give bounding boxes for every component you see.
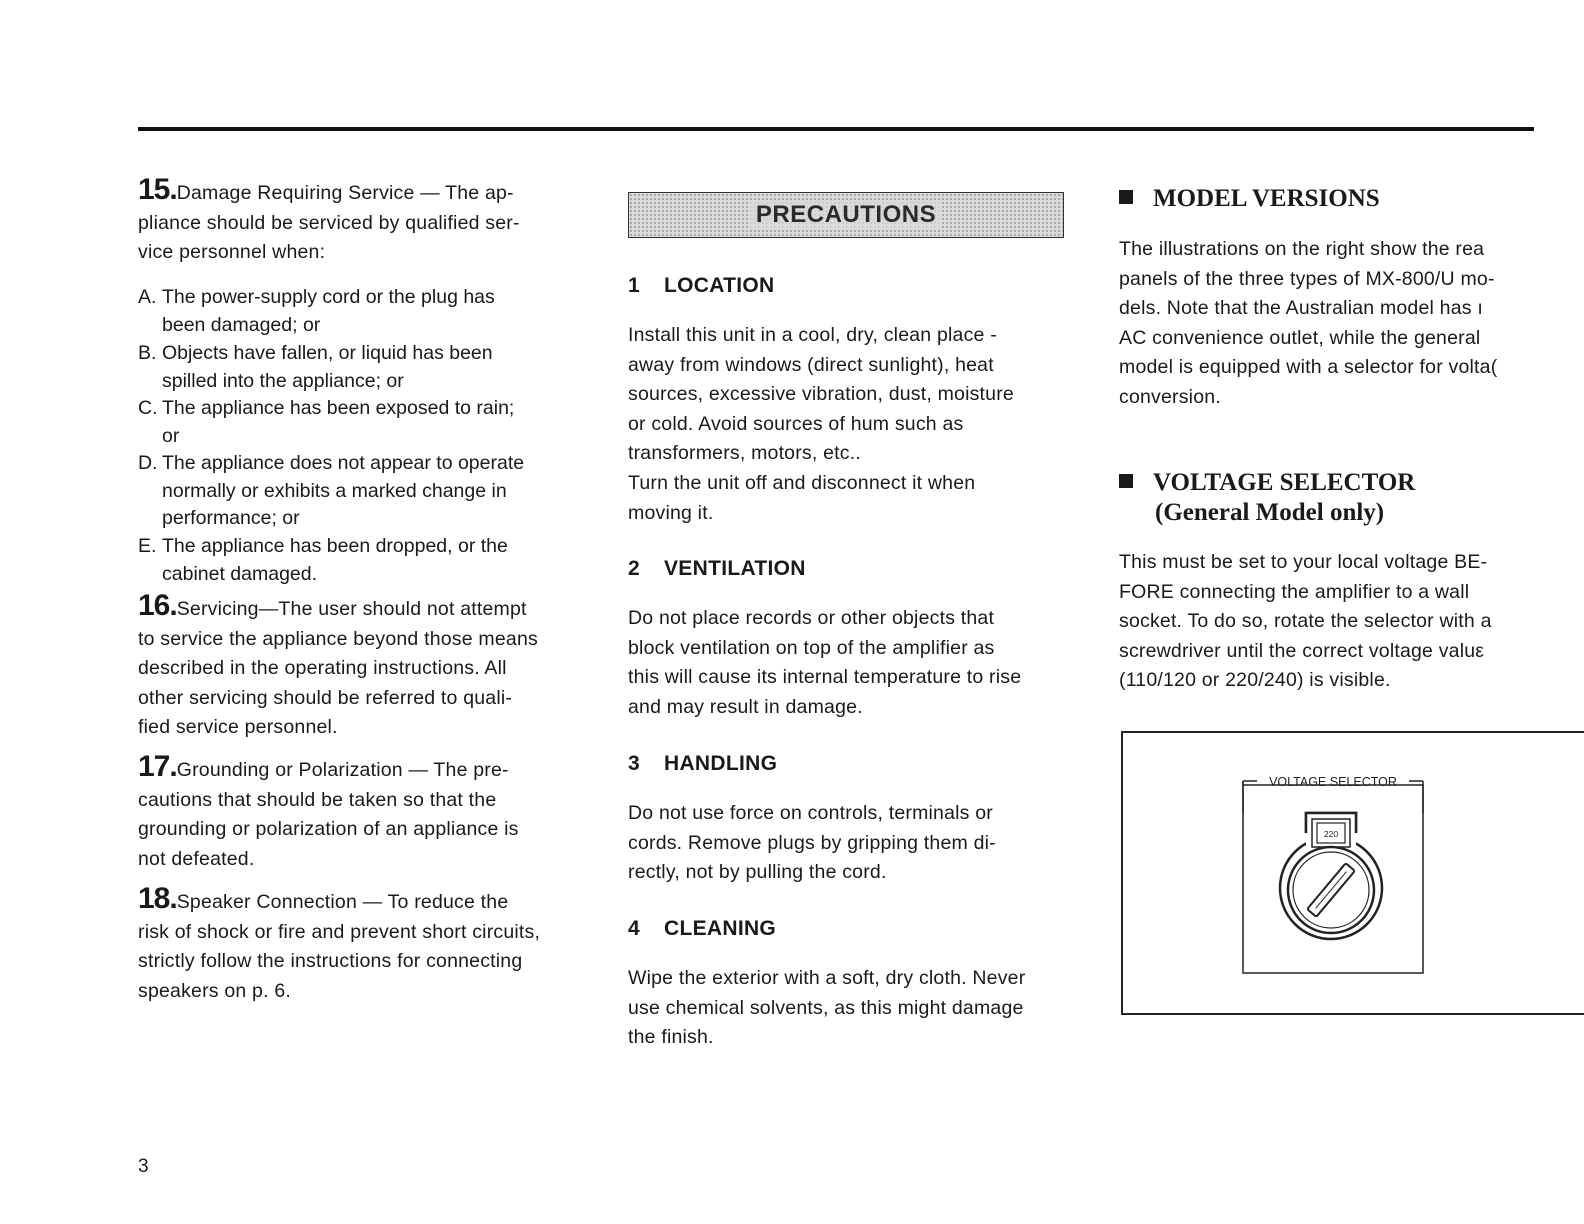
item-15	[138, 175, 578, 268]
item-line: risk of shock or fire and prevent short circuits,	[138, 920, 541, 943]
item-line: cautions that should be taken so that the	[138, 788, 497, 811]
item-number: 18.	[138, 882, 177, 915]
body-line: or cold. Avoid sources of hum such as	[628, 412, 964, 435]
body-line: rectly, not by pulling the cord.	[628, 861, 887, 884]
body-line: block ventilation on top of the amplifier as	[628, 636, 995, 659]
precautions-banner	[628, 192, 1064, 238]
subitem-b	[138, 340, 578, 395]
item-line: strictly follow the instructions for connecting	[138, 950, 523, 973]
body-line: dels. Note that the Australian model has ı	[1119, 297, 1483, 320]
body-line: transformers, motors, etc..	[628, 442, 861, 465]
item-number: 15.	[138, 173, 177, 206]
subitem-line: spilled into the appliance; or	[162, 369, 404, 392]
voltage-window-value: 220	[1323, 829, 1339, 839]
body-line: cords. Remove plugs by gripping them di-	[628, 831, 996, 854]
heading-text: VOLTAGE SELECTOR	[1153, 469, 1416, 496]
section-title: VENTILATION	[664, 557, 806, 580]
section-number: 4	[628, 917, 640, 940]
item-16	[138, 591, 578, 743]
model-versions-heading	[1119, 184, 1380, 214]
body-line: socket. To do so, rotate the selector with a	[1119, 610, 1492, 633]
section-title: CLEANING	[664, 917, 777, 940]
subitem-c	[138, 395, 578, 450]
item-heading: Grounding or Polarization — The pre-	[176, 759, 509, 781]
subitem-line: The appliance does not appear to operate	[162, 452, 525, 474]
body-line: Do not place records or other objects that	[628, 607, 995, 629]
subitem-line: The appliance has been exposed to rain;	[162, 397, 515, 419]
subitem-letter: C.	[138, 397, 158, 419]
item-line: vice personnel when:	[138, 241, 326, 264]
subitem-d	[138, 450, 578, 533]
section-number: 2	[628, 557, 640, 580]
page-number: 3	[138, 1156, 149, 1177]
item-heading: Damage Requiring Service — The ap-	[176, 182, 514, 204]
item-line: grounding or polarization of an appliance is	[138, 818, 519, 841]
item-heading: Servicing—The user should not attempt	[176, 598, 527, 620]
body-line: screwdriver until the correct voltage valuε	[1119, 639, 1485, 662]
body-line: away from windows (direct sunlight), heat	[628, 353, 994, 376]
subitem-line: The appliance has been dropped, or the	[162, 535, 508, 557]
column-right	[1119, 0, 1584, 1224]
model-versions-body	[1119, 235, 1584, 413]
section-body-ventilation	[628, 604, 1068, 722]
body-line: Install this unit in a cool, dry, clean place -	[628, 324, 997, 346]
body-line: model is equipped with a selector for volta(	[1119, 356, 1498, 379]
item-number: 17.	[138, 750, 177, 783]
body-line: use chemical solvents, as this might damage	[628, 996, 1024, 1019]
heading-subtitle: (General Model only)	[1155, 499, 1385, 526]
section-number: 1	[628, 274, 640, 297]
body-line: Do not use force on controls, terminals or	[628, 802, 993, 824]
banner-title: PRECAUTIONS	[750, 201, 942, 229]
subitem-line: been damaged; or	[162, 313, 321, 336]
square-bullet-icon	[1119, 474, 1133, 488]
body-line: The illustrations on the right show the rea	[1119, 238, 1485, 260]
subitem-letter: A.	[138, 286, 157, 308]
item-line: to service the appliance beyond those means	[138, 627, 538, 650]
subitem-line: or	[162, 424, 180, 447]
subitem-letter: E.	[138, 535, 157, 557]
item-line: pliance should be serviced by qualified ser-	[138, 211, 520, 234]
body-line: (110/120 or 220/240) is visible.	[1119, 669, 1391, 692]
voltage-selector-illustration	[1123, 733, 1584, 1013]
square-bullet-icon	[1119, 190, 1133, 204]
section-body-location	[628, 321, 1068, 528]
body-line: sources, excessive vibration, dust, moisture	[628, 383, 1014, 406]
item-18	[138, 884, 578, 1006]
item-line: described in the operating instructions. All	[138, 657, 507, 680]
item-17	[138, 752, 578, 874]
section-heading-cleaning	[628, 917, 776, 941]
section-body-handling	[628, 799, 1068, 888]
body-line: panels of the three types of MX-800/U mo-	[1119, 267, 1495, 290]
voltage-selector-heading	[1119, 468, 1415, 528]
heading-text: MODEL VERSIONS	[1153, 185, 1380, 212]
body-line: conversion.	[1119, 385, 1221, 408]
body-line: Wipe the exterior with a soft, dry cloth. Never	[628, 967, 1026, 989]
section-heading-ventilation	[628, 557, 806, 581]
item-heading: Speaker Connection — To reduce the	[176, 891, 509, 913]
body-line: FORE connecting the amplifier to a wall	[1119, 580, 1470, 603]
subitem-e	[138, 533, 578, 588]
subitem-line: Objects have fallen, or liquid has been	[162, 342, 493, 364]
subitem-line: cabinet damaged.	[162, 562, 318, 585]
body-line: moving it.	[628, 501, 714, 524]
subitem-line: normally or exhibits a marked change in	[162, 479, 507, 502]
body-line: AC convenience outlet, while the general	[1119, 326, 1481, 349]
body-line: This must be set to your local voltage BE-	[1119, 551, 1488, 573]
section-heading-location	[628, 274, 775, 298]
section-body-cleaning	[628, 964, 1068, 1053]
voltage-selector-body	[1119, 548, 1584, 696]
voltage-selector-figure	[1121, 731, 1584, 1015]
subitem-letter: D.	[138, 452, 158, 474]
body-line: the finish.	[628, 1026, 714, 1049]
item-line: not defeated.	[138, 847, 255, 870]
figure-label: VOLTAGE SELECTOR	[1269, 775, 1397, 789]
section-title: LOCATION	[664, 274, 775, 297]
section-heading-handling	[628, 752, 777, 776]
body-line: and may result in damage.	[628, 695, 863, 718]
subitem-line: The power-supply cord or the plug has	[162, 286, 495, 308]
item-number: 16.	[138, 589, 177, 622]
body-line: this will cause its internal temperature to rise	[628, 666, 1022, 689]
item-line: fied service personnel.	[138, 716, 338, 739]
item-line: speakers on p. 6.	[138, 979, 291, 1002]
body-line: Turn the unit off and disconnect it when	[628, 471, 976, 494]
section-title: HANDLING	[664, 752, 778, 775]
subitem-letter: B.	[138, 342, 157, 364]
subitem-a	[138, 284, 578, 339]
section-number: 3	[628, 752, 640, 775]
subitem-line: performance; or	[162, 507, 300, 529]
item-line: other servicing should be referred to quali-	[138, 686, 513, 709]
